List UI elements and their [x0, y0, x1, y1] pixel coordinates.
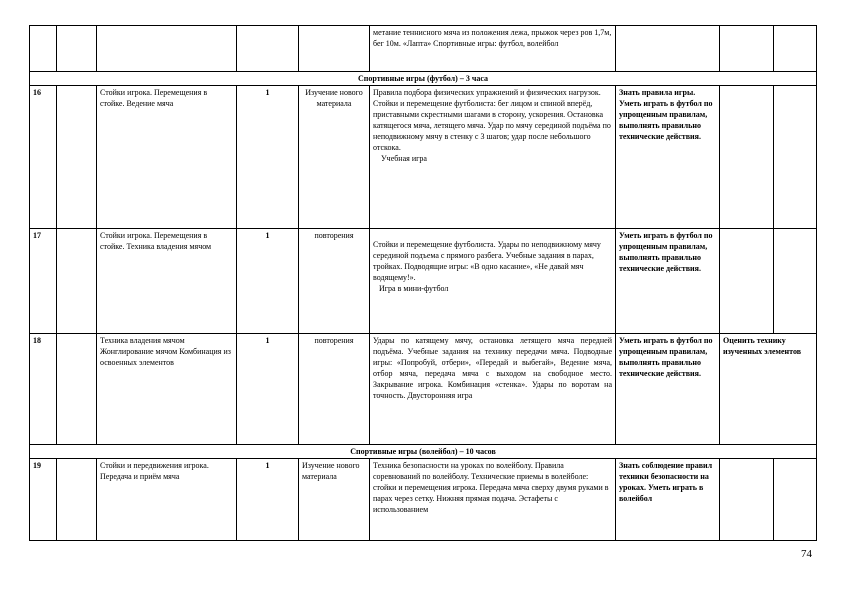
cell-control: Оценить технику изученных элементов — [720, 334, 817, 445]
cell-num: 16 — [30, 86, 57, 229]
cell-content: метание теннисного мяча из положения лежа, прыжок через ров 1,7м, бег 10м. «Лапта» Спортивные игры: футбол, волейбол — [370, 26, 616, 72]
table-row — [30, 86, 817, 229]
cell-topic: Стойки игрока. Перемещения в стойке. Ведение мяча — [97, 86, 237, 229]
cell-date — [57, 26, 97, 72]
cell-control — [720, 26, 774, 72]
cell-hours: 1 — [237, 229, 299, 334]
cell-num — [30, 26, 57, 72]
cell-content — [370, 229, 616, 334]
cell-type: Изучение нового материала — [299, 86, 370, 229]
section-title: Спортивные игры (футбол) – 3 часа — [30, 72, 817, 86]
cell-date — [57, 229, 97, 334]
cell-content: Техника безопасности на уроках по волейболу. Правила соревнований по волейболу. Технические приемы в волейболе: стойки и перемещения игрока. Передача мяча сверху двумя руками в парах через сетку. Нижняя прямая подача. Эстафеты с использованием — [370, 459, 616, 541]
cell-topic: Техника владения мячом Жонглирование мячом Комбинация из освоенных элементов — [97, 334, 237, 445]
cell-extra — [774, 86, 817, 229]
cell-control — [720, 86, 774, 229]
cell-topic: Стойки игрока. Перемещения в стойке. Техника владения мячом — [97, 229, 237, 334]
cell-date — [57, 334, 97, 445]
cell-hours: 1 — [237, 86, 299, 229]
cell-control — [720, 229, 774, 334]
section-title: Спортивные игры (волейбол) – 10 часов — [30, 445, 817, 459]
cell-num: 17 — [30, 229, 57, 334]
cell-type — [299, 26, 370, 72]
content-game: Учебная игра — [381, 154, 427, 163]
cell-requirements — [616, 26, 720, 72]
page-number: 74 — [801, 548, 812, 560]
cell-num: 18 — [30, 334, 57, 445]
cell-requirements: Уметь играть в футбол по упрощенным правилам, выполнять правильно технические действия. — [616, 334, 720, 445]
cell-requirements: Знать соблюдение правил техники безопасности на уроках. Уметь играть в волейбол — [616, 459, 720, 541]
section-header-volleyball — [30, 445, 817, 459]
cell-type: Изучение нового материала — [299, 459, 370, 541]
cell-control — [720, 459, 774, 541]
cell-topic — [97, 26, 237, 72]
cell-extra — [774, 459, 817, 541]
cell-hours: 1 — [237, 459, 299, 541]
cell-extra — [774, 26, 817, 72]
cell-type: повторения — [299, 229, 370, 334]
table-row — [30, 229, 817, 334]
cell-requirements: Уметь играть в футбол по упрощенным правилам, выполнять правильно технические действия. — [616, 229, 720, 334]
content-text: Правила подбора физических упражнений и физических нагрузок. Стойки и перемещение футболиста: бег лицом и спиной вперёд, приставными скрестными шагами в сторону, ускорения. Остановка катящегося мяча, летящего мяча. Удар по мячу серединой подъёма по неподвижному мячу в стенку с 3 шагов; удар после небольшого отскока. — [373, 88, 611, 152]
cell-topic: Стойки и передвижения игрока. Передача и приём мяча — [97, 459, 237, 541]
cell-date — [57, 459, 97, 541]
section-header-football — [30, 72, 817, 86]
content-game: Игра в мини-футбол — [379, 284, 449, 293]
lesson-plan-table — [29, 25, 817, 541]
cell-extra — [774, 229, 817, 334]
content-text: Стойки и перемещение футболиста. Удары по неподвижному мячу серединой подъема с прямого разбега. Учебные задания в парах, тройках. Подводящие игры: «В одно касание», «Не давай мяч водящему!». — [373, 240, 601, 282]
cell-type: повторения — [299, 334, 370, 445]
table-row-continuation — [30, 26, 817, 72]
cell-hours: 1 — [237, 334, 299, 445]
cell-content — [370, 86, 616, 229]
cell-hours — [237, 26, 299, 72]
table-row — [30, 459, 817, 541]
cell-date — [57, 86, 97, 229]
table-row — [30, 334, 817, 445]
cell-content: Удары по катящему мячу, остановка летящего мяча передней подъёма. Учебные задания на технику передачи мяча. Подводные игры: «Попробуй, отбери», «Передай и выбегай», Ведение мяча, отбор мяча, передача мяча с выходом на свободное место. Закрывание игрока. Комбинация «стенка». Удары по воротам на точность. Двусторонняя игра — [370, 334, 616, 445]
cell-num: 19 — [30, 459, 57, 541]
cell-requirements: Знать правила игры. Уметь играть в футбол по упрощенным правилам, выполнять правильно технические действия. — [616, 86, 720, 229]
